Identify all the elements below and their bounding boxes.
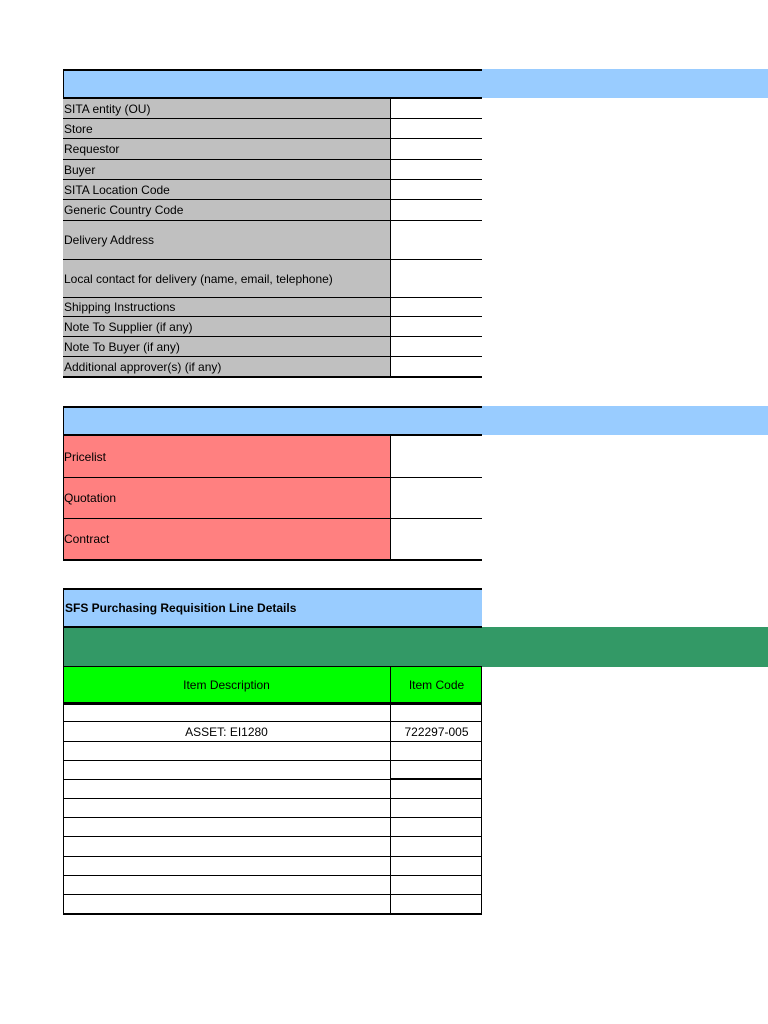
source-label-pricelist: Pricelist	[63, 436, 390, 477]
item-code-cell[interactable]	[391, 780, 482, 798]
item-description-cell[interactable]	[63, 895, 390, 913]
field-value-requestor[interactable]	[390, 139, 482, 159]
item-description-cell[interactable]: ASSET: EI1280	[185, 724, 268, 739]
field-row-buyer	[63, 160, 482, 179]
field-label: Shipping Instructions	[63, 298, 390, 316]
item-code-cell[interactable]: 722297-005	[404, 724, 469, 739]
item-description-cell[interactable]	[63, 876, 390, 894]
field-row-note-supplier	[63, 317, 482, 336]
field-value-country-code[interactable]	[390, 200, 482, 220]
field-label: Delivery Address	[63, 221, 390, 259]
field-label: SITA entity (OU)	[63, 99, 390, 118]
field-row-additional-approvers	[63, 357, 482, 376]
field-label: Requestor	[63, 139, 390, 159]
field-row-local-contact	[63, 260, 482, 297]
item-description-cell[interactable]	[63, 705, 390, 721]
field-value-additional-approvers[interactable]	[390, 357, 482, 376]
item-description-cell[interactable]	[63, 799, 390, 817]
field-label: Store	[63, 119, 390, 138]
source-section-band	[63, 406, 768, 435]
item-code-cell[interactable]	[391, 761, 482, 779]
source-value-pricelist[interactable]	[391, 436, 482, 477]
field-row-sita-entity	[63, 99, 482, 118]
source-label-contract: Contract	[63, 519, 390, 559]
field-label: Note To Supplier (if any)	[63, 317, 390, 336]
field-label: Buyer	[63, 160, 390, 179]
field-value-sita-entity[interactable]	[390, 99, 482, 118]
item-description-cell[interactable]	[63, 818, 390, 836]
field-label: Note To Buyer (if any)	[63, 337, 390, 356]
field-value-shipping-instructions[interactable]	[390, 298, 482, 316]
field-label: SITA Location Code	[63, 180, 390, 199]
item-code-cell[interactable]	[391, 705, 482, 721]
item-description-cell[interactable]	[63, 857, 390, 875]
item-code-cell[interactable]	[391, 876, 482, 894]
column-header-item-description: Item Description	[63, 667, 390, 703]
field-label: Local contact for delivery (name, email, telephone)	[63, 260, 390, 297]
field-row-note-buyer	[63, 337, 482, 356]
source-value-quotation[interactable]	[391, 478, 482, 518]
header-section-band	[63, 69, 768, 98]
source-label-quotation: Quotation	[63, 478, 390, 518]
item-code-cell[interactable]	[391, 895, 482, 913]
field-row-store	[63, 119, 482, 138]
lines-section-title: SFS Purchasing Requisition Line Details	[63, 589, 482, 627]
field-value-buyer[interactable]	[390, 160, 482, 179]
field-row-country-code	[63, 200, 482, 220]
item-description-cell[interactable]	[63, 780, 390, 798]
item-code-cell[interactable]	[391, 799, 482, 817]
field-label: Generic Country Code	[63, 200, 390, 220]
field-value-note-buyer[interactable]	[390, 337, 482, 356]
field-row-requestor	[63, 139, 482, 159]
field-value-delivery-address[interactable]	[390, 221, 482, 259]
item-description-cell[interactable]	[63, 837, 390, 856]
lines-section-green-band	[63, 627, 768, 667]
field-value-location-code[interactable]	[390, 180, 482, 199]
item-code-cell[interactable]	[391, 742, 482, 760]
source-value-contract[interactable]	[391, 519, 482, 559]
item-description-cell[interactable]	[63, 761, 390, 779]
column-header-item-code: Item Code	[391, 667, 482, 703]
field-row-shipping-instructions	[63, 298, 482, 316]
field-label: Additional approver(s) (if any)	[63, 357, 390, 376]
item-code-cell[interactable]	[391, 818, 482, 836]
field-value-local-contact[interactable]	[390, 260, 482, 297]
item-description-cell[interactable]	[63, 742, 390, 760]
item-code-cell[interactable]	[391, 857, 482, 875]
field-value-store[interactable]	[390, 119, 482, 138]
field-row-delivery-address	[63, 221, 482, 259]
field-row-location-code	[63, 180, 482, 199]
field-value-note-supplier[interactable]	[390, 317, 482, 336]
item-code-cell[interactable]	[391, 837, 482, 856]
